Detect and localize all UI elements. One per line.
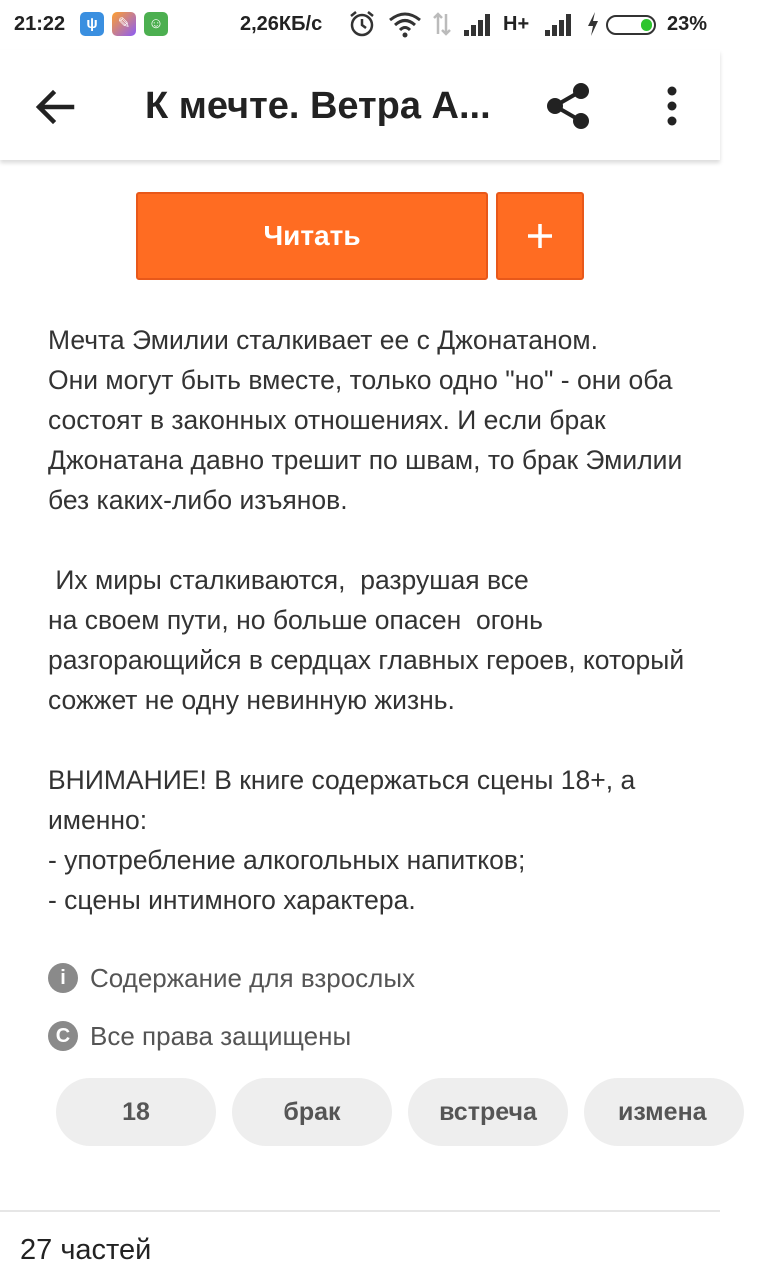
launcher-icon: ✎ xyxy=(112,12,136,36)
vpn-icon: ψ xyxy=(80,12,104,36)
arrow-left-icon xyxy=(28,80,82,134)
data-transfer-icon xyxy=(432,10,452,38)
divider xyxy=(0,1210,720,1212)
status-time: 21:22 xyxy=(14,13,66,35)
charging-icon xyxy=(585,10,601,38)
copyright-label: Все права защищены xyxy=(90,1020,352,1051)
tag-chip[interactable]: измена xyxy=(584,1078,744,1146)
info-icon: i xyxy=(48,963,78,993)
tag-chip[interactable]: брак xyxy=(232,1078,392,1146)
more-vertical-icon xyxy=(652,80,692,134)
tag-chip[interactable]: встреча xyxy=(408,1078,568,1146)
copyright-icon: C xyxy=(48,1021,78,1051)
share-icon xyxy=(540,78,596,134)
story-description xyxy=(48,320,688,920)
signal-icon xyxy=(462,10,494,38)
parts-count[interactable]: 27 частей xyxy=(20,1234,152,1266)
mature-content-label: Содержание для взрослых xyxy=(90,962,416,993)
tag-list xyxy=(56,1078,707,1146)
battery-percent: 23% xyxy=(667,13,708,35)
plus-icon xyxy=(525,221,555,251)
read-button[interactable]: Читать xyxy=(136,192,488,280)
tag-chip[interactable]: 18 xyxy=(56,1078,216,1146)
signal-icon-2 xyxy=(543,10,575,38)
back-button[interactable] xyxy=(28,80,82,134)
description-paragraph-1: Мечта Эмилии сталкивает ее с Джонатаном. Они могут быть вместе, только одно "но" - они оба состоят в законных отношениях. И если брак Джонатана давно трешит по швам, то брак Эмилии без каких-либо изъянов. xyxy=(48,325,683,515)
page-title: К мечте. Ветра А... xyxy=(145,85,491,127)
more-options-button[interactable] xyxy=(652,80,692,134)
network-speed: 2,26КБ/с xyxy=(240,13,323,35)
add-to-library-button[interactable] xyxy=(496,192,584,280)
mature-content-row xyxy=(48,958,415,998)
description-paragraph-2: Их миры сталкиваются, разрушая все на своем пути, но больше опасен огонь разгорающийся в сердцах главных героев, который сожжет не одну невинную жизнь. xyxy=(48,565,685,715)
description-paragraph-3: ВНИМАНИЕ! В книге содержаться сцены 18+, а именно: - употребление алкогольных напитков; - сцены интимного характера. xyxy=(48,765,636,915)
alarm-icon xyxy=(348,10,376,38)
share-button[interactable] xyxy=(540,78,596,134)
status-bar xyxy=(0,0,720,50)
battery-icon xyxy=(606,15,656,35)
copyright-row xyxy=(48,1016,351,1056)
app-bar xyxy=(0,50,720,160)
android-icon: ☺ xyxy=(144,12,168,36)
wifi-icon xyxy=(388,10,422,38)
network-type: H+ xyxy=(503,13,530,35)
battery-fill xyxy=(641,19,652,31)
